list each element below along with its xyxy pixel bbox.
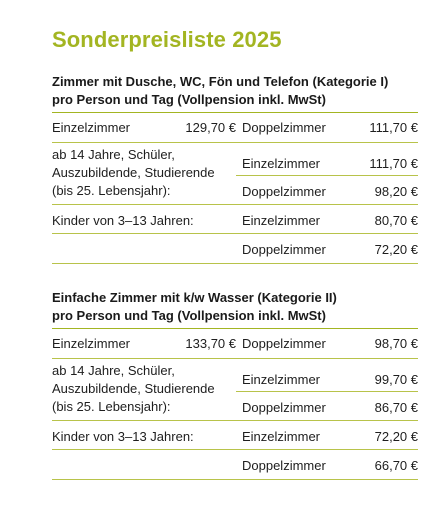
room-type-single: Einzelzimmer — [242, 429, 321, 444]
row-divider — [52, 479, 418, 480]
section-heading-line-2: pro Person und Tag (Vollpension inkl. MwSt) — [52, 92, 326, 107]
row-label-single-room: Einzelzimmer — [52, 120, 131, 135]
row-label-students-line-2: Auszubildende, Studierende — [52, 165, 215, 180]
row-divider — [52, 233, 418, 234]
price-table — [52, 113, 418, 289]
sub-row-divider — [236, 175, 418, 176]
row-divider — [52, 142, 418, 143]
price-table — [52, 329, 418, 505]
sub-row-divider — [236, 391, 418, 392]
row-label-children: Kinder von 3–13 Jahren: — [52, 429, 194, 444]
price-single-room: 129,70 € — [185, 120, 236, 135]
room-type-single: Einzelzimmer — [242, 213, 321, 228]
section-heading — [52, 73, 418, 113]
page-title: Sonderpreisliste 2025 — [52, 27, 282, 52]
row-divider — [52, 263, 418, 264]
price-students-double: 98,20 € — [374, 184, 418, 199]
section-heading — [52, 289, 418, 329]
row-label-students-line-3: (bis 25. Lebensjahr): — [52, 183, 171, 198]
row-divider — [52, 420, 418, 421]
room-type-double: Doppelzimmer — [242, 458, 326, 473]
room-type-double: Doppelzimmer — [242, 400, 326, 415]
section-heading-line-1: Zimmer mit Dusche, WC, Fön und Telefon (Kategorie I) — [52, 74, 389, 89]
room-type-double: Doppelzimmer — [242, 336, 326, 351]
price-children-double: 72,20 € — [374, 242, 418, 257]
row-label-single-room: Einzelzimmer — [52, 336, 131, 351]
row-label-students-line-1: ab 14 Jahre, Schüler, — [52, 363, 175, 378]
row-divider — [52, 358, 418, 359]
price-children-double: 66,70 € — [374, 458, 418, 473]
row-divider — [52, 449, 418, 450]
row-label-children: Kinder von 3–13 Jahren: — [52, 213, 194, 228]
section-heading-line-2: pro Person und Tag (Vollpension inkl. MwSt) — [52, 308, 326, 323]
row-label-students-line-2: Auszubildende, Studierende — [52, 381, 215, 396]
row-label-students-line-1: ab 14 Jahre, Schüler, — [52, 147, 175, 162]
room-type-single: Einzelzimmer — [242, 156, 321, 171]
price-students-single: 111,70 € — [369, 156, 418, 171]
section-heading-line-1: Einfache Zimmer mit k/w Wasser (Kategorie II) — [52, 290, 337, 305]
row-label-students-line-3: (bis 25. Lebensjahr): — [52, 399, 171, 414]
room-type-double: Doppelzimmer — [242, 242, 326, 257]
price-double-room: 111,70 € — [369, 120, 418, 135]
price-section-category-2 — [52, 289, 418, 505]
price-section-category-1 — [52, 73, 418, 289]
price-children-single: 80,70 € — [374, 213, 418, 228]
price-children-single: 72,20 € — [374, 429, 418, 444]
price-students-single: 99,70 € — [374, 372, 418, 387]
price-single-room: 133,70 € — [185, 336, 236, 351]
room-type-double: Doppelzimmer — [242, 120, 326, 135]
price-double-room: 98,70 € — [374, 336, 418, 351]
price-students-double: 86,70 € — [374, 400, 418, 415]
row-divider — [52, 204, 418, 205]
room-type-single: Einzelzimmer — [242, 372, 321, 387]
room-type-double: Doppelzimmer — [242, 184, 326, 199]
